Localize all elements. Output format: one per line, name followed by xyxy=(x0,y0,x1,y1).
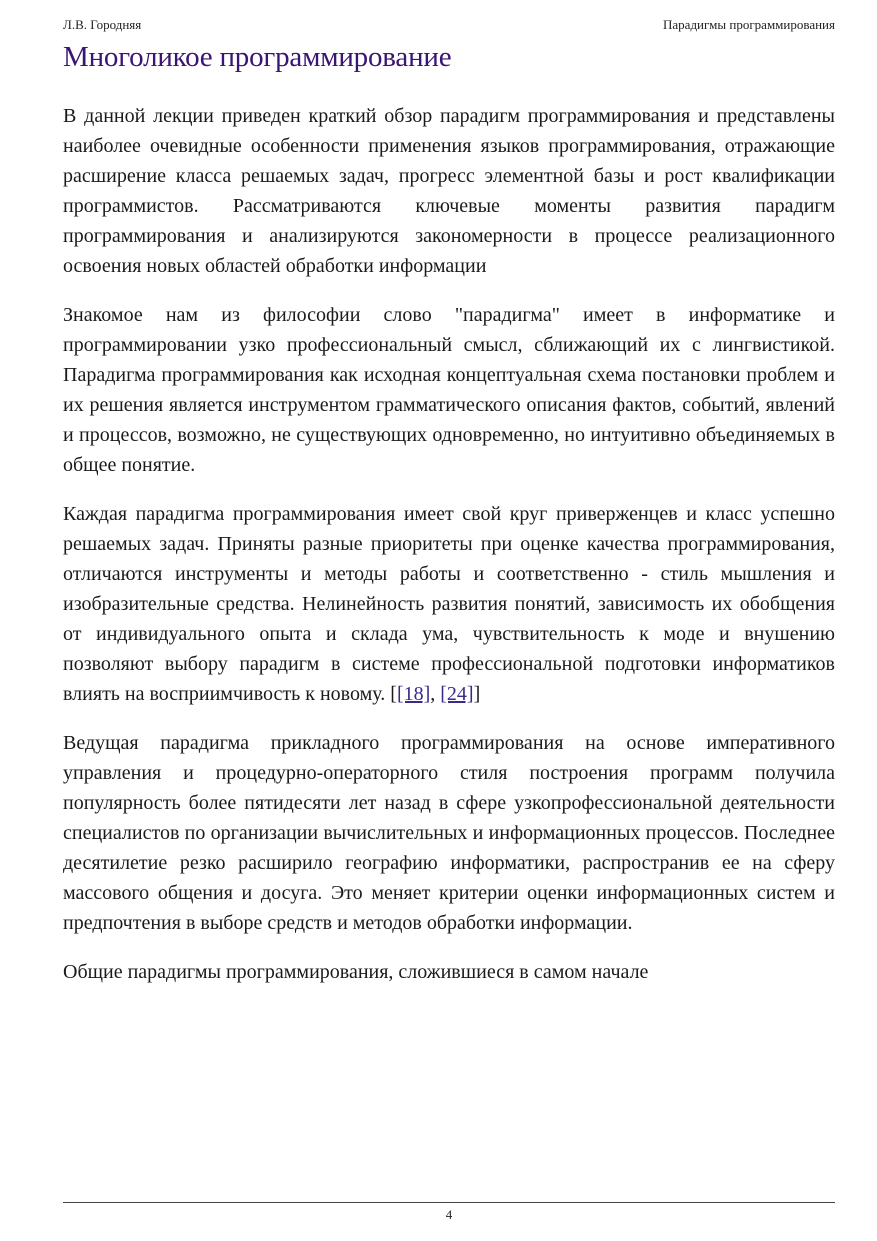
footer-divider xyxy=(63,1202,835,1203)
paragraph-2: Знакомое нам из философии слово "парадигма" имеет в информатике и программировании узко профессиональный смысл, сближающий их с лингвистикой. Парадигма программирования как исходная концептуальная схема постановки проблем и их решения является инструментом грамматического описания фактов, событий, явлений и процессов, возможно, не существующих одновременно, но интуитивно объединяемых в общее понятие. xyxy=(63,304,835,476)
citation-open-bracket: [ xyxy=(390,683,397,705)
running-header xyxy=(63,16,835,34)
citation-close-bracket: ] xyxy=(473,683,481,705)
document-page xyxy=(63,0,835,1241)
citation-separator: , xyxy=(430,683,436,705)
lecture-title: Многоликое программирование xyxy=(63,41,452,73)
citation-link-24[interactable]: [24] xyxy=(440,683,474,705)
paragraph-3 xyxy=(63,499,835,709)
body-text xyxy=(63,101,835,987)
citation-link-18[interactable]: [18] xyxy=(396,683,431,705)
paragraph-1: В данной лекции приведен краткий обзор парадигм программирования и представлены наиболее очевидные особенности применения языков программирования, отражающие расширение класса решаемых задач, прогресс элементной базы и рост квалификации программистов. Рассматриваются ключевые моменты развития парадигм программирования и анализируются закономерности в процессе реализационного освоения новых областей обработки информации xyxy=(63,105,835,277)
page-number: 4 xyxy=(445,1207,453,1222)
header-author: Л.В. Городняя xyxy=(63,17,142,32)
paragraph-3-text: Каждая парадигма программирования имеет свой круг приверженцев и класс успешно решаемых задач. Приняты разные приоритеты при оценке качества программирования, отличаются инструменты и методы работы и соответственно - стиль мышления и изобразительные средства. Нелинейность развития понятий, зависимость их обобщения от индивидуального опыта и склада ума, чувствительность к моде и внушению позволяют выбору парадигм в системе профессиональной подготовки информатиков влиять на восприимчивость к новому. xyxy=(63,503,835,705)
paragraph-4: Ведущая парадигма прикладного программирования на основе императивного управления и процедурно-операторного стиля построения программ получила популярность более пятидесяти лет назад в сфере узкопрофессиональной деятельности специалистов по организации вычислительных и информационных процессов. Последнее десятилетие резко расширило географию информатики, распространив ее на сферу массового общения и досуга. Это меняет критерии оценки информационных систем и предпочтения в выборе средств и методов обработки информации. xyxy=(63,732,835,934)
header-series-title: Парадигмы программирования xyxy=(663,17,835,32)
paragraph-5: Общие парадигмы программирования, сложившиеся в самом начале xyxy=(63,961,649,983)
